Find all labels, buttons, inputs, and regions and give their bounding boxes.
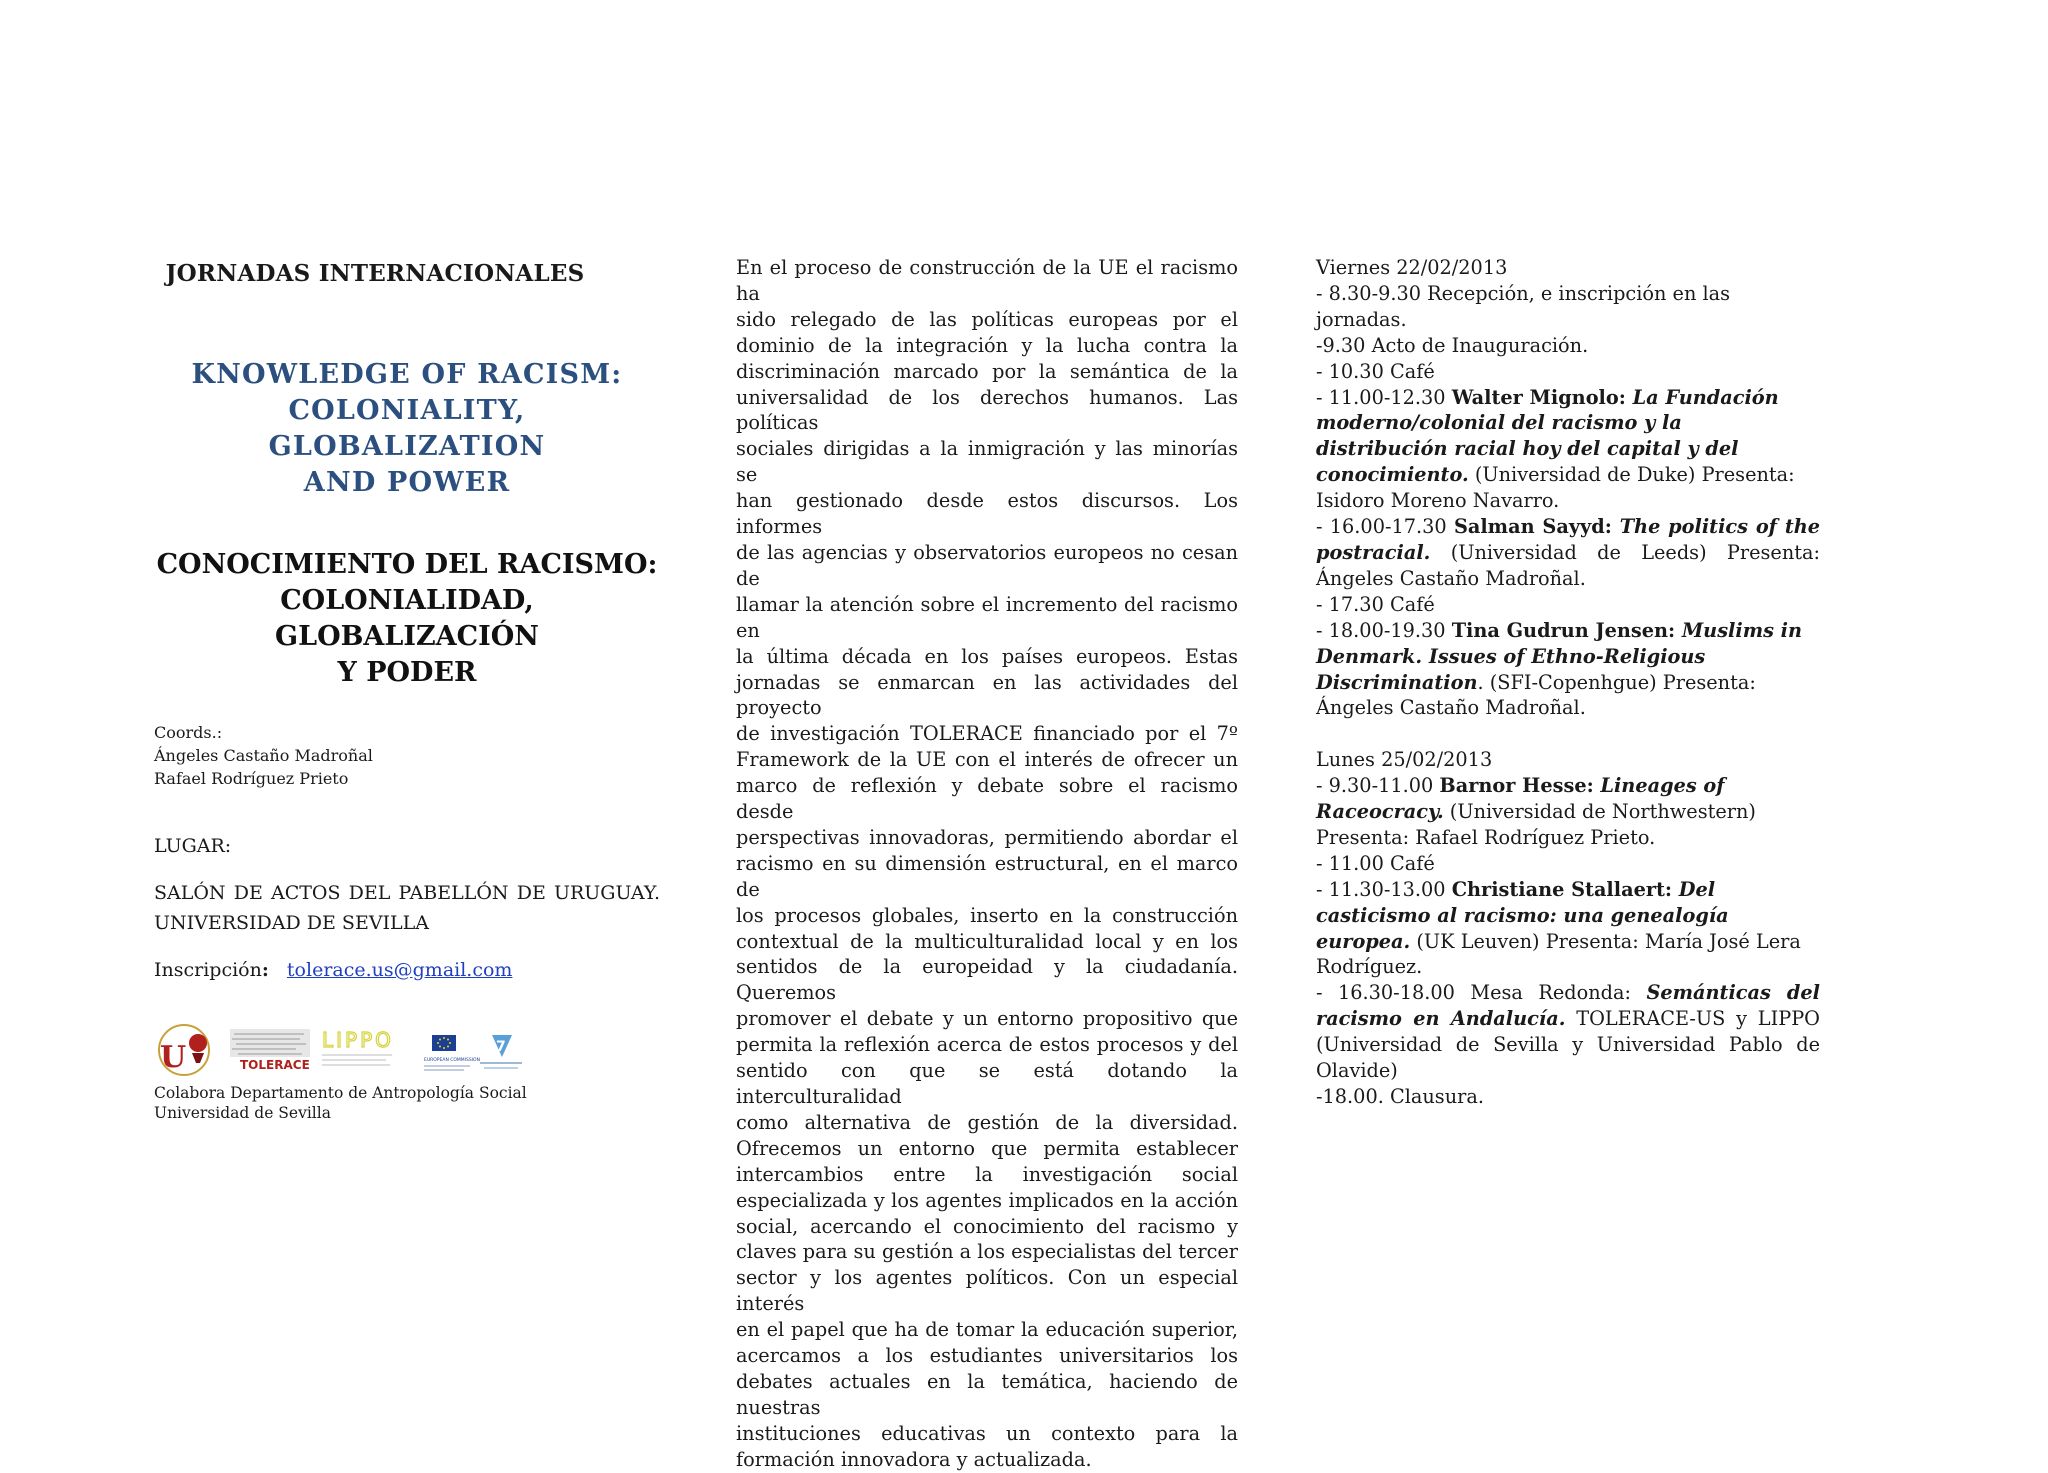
title-en-line: COLONIALITY, (288, 395, 526, 426)
svg-text:7: 7 (496, 1039, 506, 1055)
intro-text-line: han gestionado desde estos discursos. Los informes (736, 489, 1238, 539)
intro-text-line: sociales dirigidas a la inmigración y las minorías se (736, 437, 1238, 487)
intro-text-line: universalidad de los derechos humanos. Las políticas (736, 385, 1238, 435)
program-item: -9.30 Acto de Inauguración. (1316, 333, 1589, 357)
title-en-line: AND POWER (303, 467, 511, 498)
universidad-sevilla-logo (154, 1023, 214, 1077)
event-heading: JORNADAS INTERNACIONALES (165, 260, 585, 287)
partner-logos (154, 1019, 534, 1081)
coordinator-name: Ángeles Castaño Madroñal (154, 746, 373, 765)
intro-text-line: sido relegado de las políticas europeas por el (736, 307, 1238, 331)
registration-email-link[interactable]: tolerace.us@gmail.com (286, 959, 513, 981)
talk-title: Lineages of Raceocracy. (1316, 774, 1725, 824)
intro-text-line: perspectivas innovadoras, permitiendo abordar el (736, 825, 1238, 849)
intro-text-line: contextual de la multiculturalidad local y en los (736, 929, 1238, 953)
intro-text-line: sentido con que se está dotando la interculturalidad (736, 1059, 1238, 1108)
collaboration-line: Universidad de Sevilla (154, 1104, 331, 1122)
speaker-name: Walter Mignolo: (1451, 385, 1633, 409)
intro-text-line: sentidos de la europeidad y la ciudadanía. Queremos (736, 955, 1238, 1005)
collaboration-credit (154, 1083, 660, 1123)
day1-date: Viernes 22/02/2013 (1316, 256, 1508, 279)
title-en-line: KNOWLEDGE OF RACISM: (191, 359, 623, 390)
intro-text-line: llamar la atención sobre el incremento del racismo en (736, 592, 1238, 642)
spacer (1316, 721, 1820, 747)
program-item: - 8.30-9.30 Recepción, e inscripción en las jornadas. (1316, 281, 1731, 331)
european-commission-logo (424, 1035, 480, 1075)
tolerace-logo (230, 1029, 310, 1073)
intro-text-line: especializada y los agentes implicados en la acción (736, 1188, 1238, 1212)
svg-text:LIPPO: LIPPO (322, 1028, 394, 1052)
title-es-line: Y PODER (337, 657, 477, 688)
program-item: -18.00. Clausura. (1316, 1084, 1484, 1108)
intro-text-line: discriminación marcado por la semántica de la (736, 359, 1238, 383)
program-item: - 11.00 Café (1316, 851, 1435, 875)
talk-title: The politics of the postracial. (1316, 515, 1821, 564)
speaker-name: Salman Sayyd: (1453, 515, 1620, 539)
intro-text-line: Framework de la UE con el interés de ofrecer un (736, 748, 1238, 772)
intro-text-line: claves para su gestión a los especialistas del tercer (736, 1240, 1238, 1264)
coordinators (154, 721, 660, 790)
title-es-line: CONOCIMIENTO DEL RACISMO: (156, 549, 658, 580)
svg-text:EUROPEAN COMMISSION: EUROPEAN COMMISSION (424, 1058, 480, 1063)
intro-text-line: acercamos a los estudiantes universitarios los (736, 1344, 1238, 1368)
intro-text-line: debates actuales en la temática, haciendo de nuestras (736, 1369, 1238, 1419)
intro-text-line: la última década en los países europeos. Estas (736, 644, 1238, 668)
left-column (154, 255, 660, 1123)
venue-text: SALÓN DE ACTOS DEL PABELLÓN DE URUGUAY. UNIVERSIDAD DE SEVILLA (154, 882, 660, 934)
intro-text-line: intercambios entre la investigación social (736, 1162, 1238, 1186)
program-item: - 18.00-19.30 Tina Gudrun Jensen: Muslims in Denmark. Issues of Ethno-Religious Discrimination. (SFI-Copenhgue) Presenta: Ángeles Castaño Madroñal. (1316, 618, 1803, 720)
talk-title: Del casticismo al racismo: una genealogía europea. (1316, 877, 1729, 953)
day2-date: Lunes 25/02/2013 (1316, 748, 1493, 772)
lippo-logo (320, 1027, 396, 1073)
intro-text-line: como alternativa de gestión de la diversidad. (736, 1110, 1238, 1134)
intro-text-line: promover el debate y un entorno propositivo que (736, 1007, 1238, 1031)
talk-title: La Fundación moderno/colonial del racismo y la distribución racial hoy del capital y del conocimiento. (1316, 385, 1779, 487)
venue-label: LUGAR: (154, 835, 232, 857)
intro-text-line: de investigación TOLERACE financiado por el 7º (736, 722, 1238, 746)
coords-label: Coords.: (154, 723, 223, 742)
program-item: - 11.30-13.00 Christiane Stallaert: Del casticismo al racismo: una genealogía europea. (UK Leuven) Presenta: María José Lera Rodríguez. (1316, 877, 1801, 979)
program-item: - 17.30 Café (1316, 592, 1435, 616)
talk-title: Semánticas del racismo en Andalucía. (1316, 981, 1820, 1031)
intro-text-line: formación innovadora y actualizada. (736, 1447, 1092, 1471)
intro-text-line: sector y los agentes políticos. Con un especial interés (736, 1266, 1238, 1316)
program-item: - 16.00-17.30 Salman Sayyd: The politics of the postracial. (Universidad de Leeds) Presenta: Ángeles Castaño Madroñal. (1316, 515, 1821, 590)
intro-text-line: los procesos globales, inserto en la construcción (736, 903, 1238, 927)
program-item: - 10.30 Café (1316, 359, 1435, 383)
svg-text:U: U (160, 1040, 187, 1075)
intro-text-line: social, acercando el conocimiento del racismo y (736, 1214, 1238, 1238)
fp7-logo (478, 1031, 524, 1075)
program-item: - 16.30-18.00 Mesa Redonda: Semánticas del racismo en Andalucía. TOLERACE-US y LIPPO (Universidad de Sevilla y Universidad Pablo de Olavide) (1316, 981, 1820, 1083)
speaker-name: Christiane Stallaert: (1451, 877, 1679, 901)
intro-text-line: marco de reflexión y debate sobre el racismo desde (736, 774, 1238, 824)
middle-column-intro (736, 255, 1238, 1473)
intro-text-line: jornadas se enmarcan en las actividades del proyecto (736, 670, 1238, 720)
title-english (154, 357, 660, 501)
speaker-name: Barnor Hesse: (1439, 774, 1601, 798)
title-spanish (154, 547, 660, 691)
program-column (1316, 255, 1820, 1110)
registration-label: Inscripción: (154, 959, 269, 981)
intro-text-line: racismo en su dimensión estructural, en el marco de (736, 851, 1238, 901)
talk-title: Muslims in Denmark. Issues of Ethno-Religious Discrimination (1316, 618, 1803, 694)
intro-text-line: dominio de la integración y la lucha contra la (736, 333, 1238, 357)
intro-text-line: de las agencias y observatorios europeos no cesan de (736, 540, 1238, 590)
intro-text-line: en el papel que ha de tomar la educación superior, (736, 1318, 1238, 1342)
registration (154, 959, 660, 981)
intro-text-line: instituciones educativas un contexto para la (736, 1421, 1238, 1445)
title-es-line: COLONIALIDAD, (280, 585, 534, 616)
program-item: - 9.30-11.00 Barnor Hesse: Lineages of Raceocracy. (Universidad de Northwestern) Presenta: Rafael Rodríguez Prieto. (1316, 774, 1756, 849)
title-en-line: GLOBALIZATION (268, 431, 546, 462)
intro-text-line: En el proceso de construcción de la UE el racismo ha (736, 256, 1238, 305)
speaker-name: Tina Gudrun Jensen: (1451, 618, 1682, 642)
intro-text-line: Ofrecemos un entorno que permita establecer (736, 1136, 1238, 1160)
intro-text-line: permita la reflexión acerca de estos procesos y del (736, 1033, 1238, 1057)
title-es-line: GLOBALIZACIÓN (275, 621, 539, 652)
coordinator-name: Rafael Rodríguez Prieto (154, 769, 349, 788)
program-item: - 11.00-12.30 Walter Mignolo: La Fundación moderno/colonial del racismo y la distribución racial hoy del capital y del conocimiento. (Universidad de Duke) Presenta: Isidoro Moreno Navarro. (1316, 385, 1795, 513)
svg-text:TOLERACE: TOLERACE (240, 1058, 310, 1072)
collaboration-line: Colabora Departamento de Antropología Social (154, 1084, 527, 1102)
